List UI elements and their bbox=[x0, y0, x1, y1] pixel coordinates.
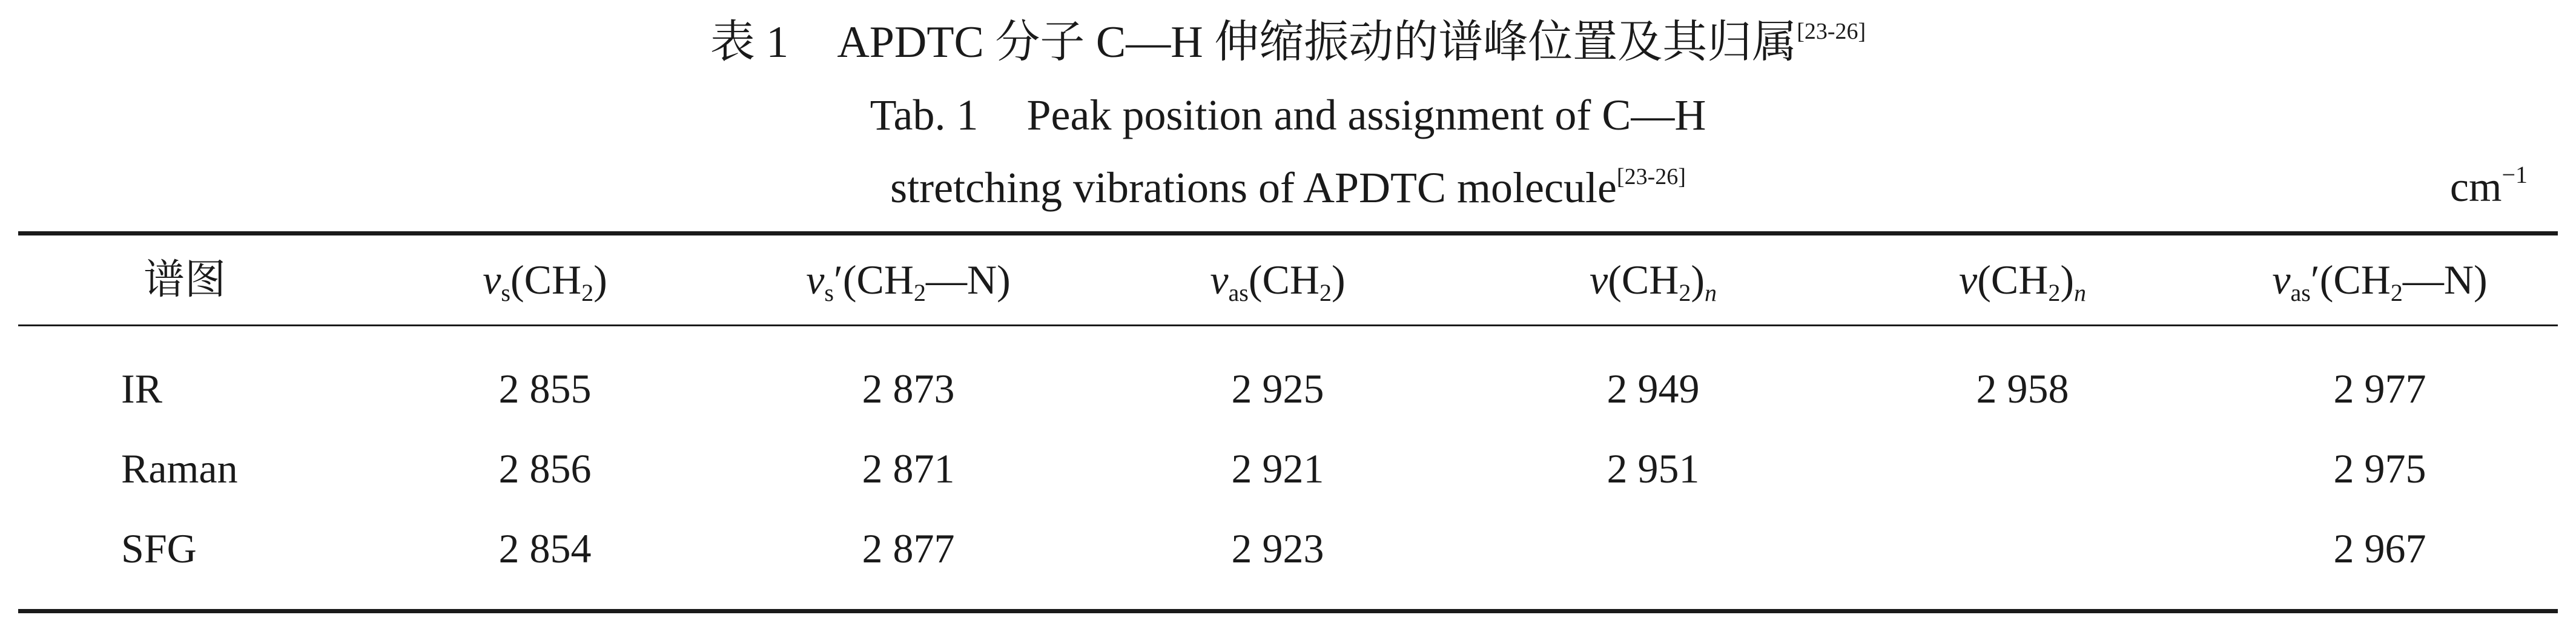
table-cell: 2 871 bbox=[862, 446, 955, 492]
header-spectrum: 谱图 bbox=[143, 257, 226, 303]
header-col3: $\nu_{as}(CH_2)$ bbox=[1210, 257, 1346, 306]
table-cell: 2 958 bbox=[1976, 366, 2069, 412]
table-cell: 2 855 bbox=[498, 366, 592, 412]
unit-exponent: −1 bbox=[2502, 161, 2528, 188]
table-cell: 2 977 bbox=[2333, 366, 2426, 412]
table-cell: 2 856 bbox=[498, 446, 592, 492]
caption-en-title-line2: stretching vibrations of APDTC molecule bbox=[890, 163, 1617, 212]
row-label-ir: IR bbox=[121, 366, 162, 412]
table-cell: 2 951 bbox=[1607, 446, 1700, 492]
header-col1: $\nu_s(CH_2)$ bbox=[483, 257, 607, 306]
table-cell: 2 967 bbox=[2333, 525, 2426, 571]
table-bottom-rule bbox=[18, 609, 2558, 613]
header-col6: $\nu_{as}'(CH_2—N)$ bbox=[2272, 257, 2488, 306]
unit-base: cm bbox=[2449, 164, 2502, 211]
table-cell: 2 925 bbox=[1231, 366, 1324, 412]
unit-label bbox=[2450, 154, 2528, 221]
row-label-sfg: SFG bbox=[121, 525, 197, 571]
table-cell: 2 949 bbox=[1607, 366, 1700, 412]
header-col2: $\nu_s'(CH_2—N)$ bbox=[806, 257, 1011, 306]
row-label-raman: Raman bbox=[121, 446, 238, 492]
table-cell: 2 923 bbox=[1231, 525, 1324, 571]
table-caption-chinese bbox=[0, 6, 2576, 79]
caption-cn-prefix: 表 1 bbox=[710, 18, 789, 67]
table-cell: 2 921 bbox=[1231, 446, 1324, 492]
caption-en-title-line1: Peak position and assignment of C—H bbox=[1026, 91, 1706, 139]
table-caption-english-line1 bbox=[0, 82, 2576, 148]
caption-en-prefix: Tab. 1 bbox=[870, 91, 979, 139]
table-header-rule bbox=[18, 324, 2558, 326]
table-cell: 2 854 bbox=[498, 525, 592, 571]
table-caption-english-line2 bbox=[0, 154, 2576, 221]
header-col5: $\nu(CH_2)_n$ bbox=[1959, 257, 2086, 306]
caption-cn-reference: [23-26] bbox=[1797, 19, 1866, 44]
header-col4: $\nu(CH_2)_n$ bbox=[1590, 257, 1717, 306]
table-cell: 2 873 bbox=[862, 366, 955, 412]
table-top-rule bbox=[18, 231, 2558, 235]
table-cell: 2 877 bbox=[862, 525, 955, 571]
caption-en-reference: [23-26] bbox=[1616, 164, 1686, 189]
caption-cn-title: APDTC 分子 C—H 伸缩振动的谱峰位置及其归属 bbox=[837, 18, 1797, 67]
table-cell: 2 975 bbox=[2333, 446, 2426, 492]
